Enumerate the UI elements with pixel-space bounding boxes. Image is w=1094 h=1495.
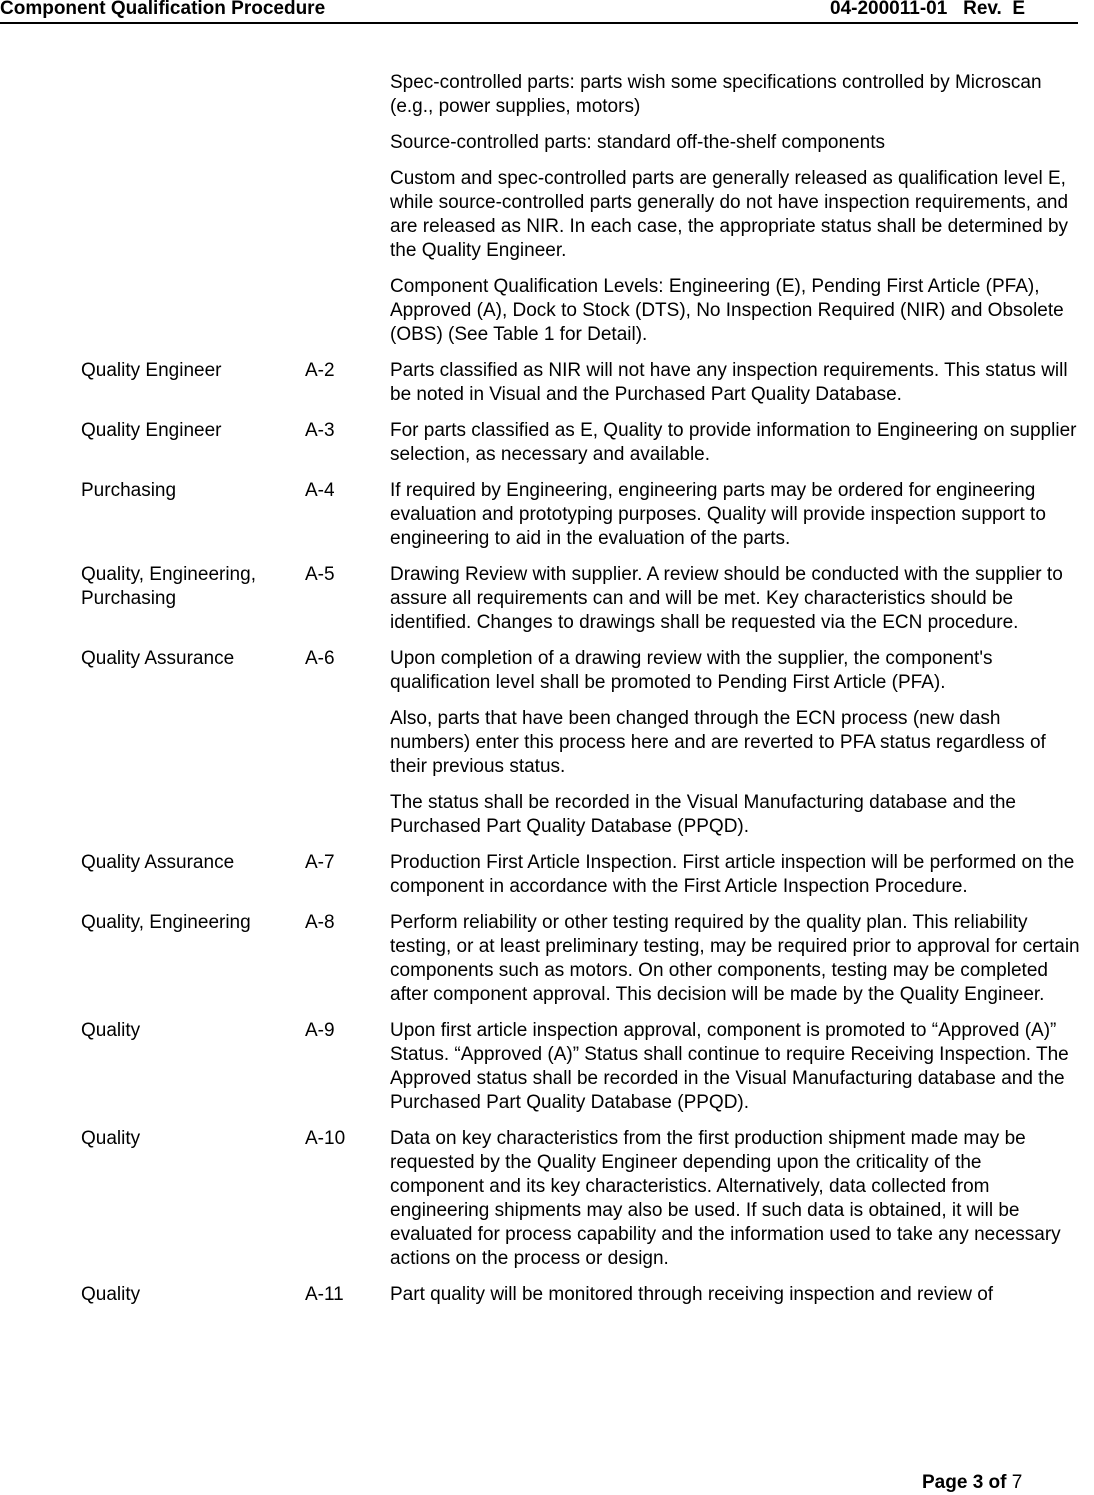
step-number-cell: A-4 (305, 480, 335, 501)
responsibility-cell: Quality Assurance (81, 852, 235, 873)
description-paragraph: Perform reliability or other testing required by the quality plan. This reliability testing, or at least preliminary testing, may be required prior to approval for certain components such as motors. On other components, testing may be completed after component approval. This decision will be made by the Quality Engineer. (390, 912, 1080, 1005)
page-header (0, 0, 1078, 24)
responsibility-cell: Quality Assurance (81, 648, 235, 669)
procedure-row (81, 479, 1081, 551)
step-number-cell: A-10 (305, 1128, 346, 1149)
procedure-row (81, 1283, 1081, 1307)
description-cell (390, 647, 1080, 839)
description-paragraph: Upon first article inspection approval, component is promoted to “Approved (A)” Status. “Approved (A)” Status shall continue to require Receiving Inspection. The Approved status shall be recorded in the Visual Manufacturing database and the Purchased Part Quality Database (PPQD). (390, 1020, 1069, 1113)
description-paragraph: Also, parts that have been changed through the ECN process (new dash numbers) enter this process here and are reverted to PFA status regardless of their previous status. (390, 708, 1046, 777)
description-cell (390, 911, 1080, 1007)
description-paragraph: Part quality will be monitored through receiving inspection and review of (390, 1284, 994, 1305)
description-cell (390, 1127, 1080, 1271)
description-cell (390, 419, 1080, 467)
description-paragraph: Component Qualification Levels: Engineering (E), Pending First Article (PFA), Approved (A), Dock to Stock (DTS), No Inspection Required (NIR) and Obsolete (OBS) (See Table 1 for Detail). (390, 276, 1064, 345)
procedure-row (81, 419, 1081, 467)
description-cell (390, 359, 1080, 407)
description-paragraph: Spec-controlled parts: parts wish some specifications controlled by Microscan (e.g., power supplies, motors) (390, 72, 1042, 117)
procedure-row (81, 1019, 1081, 1115)
responsibility-cell: Quality (81, 1128, 141, 1149)
page-label: Page 3 of (922, 1472, 1007, 1493)
responsibility-cell: Quality, Engineering, Purchasing (81, 564, 256, 609)
description-cell (390, 1019, 1080, 1115)
description-cell (390, 851, 1080, 899)
step-number-cell: A-2 (305, 360, 335, 381)
description-cell (390, 479, 1080, 551)
description-paragraph: If required by Engineering, engineering parts may be ordered for engineering evaluation and prototyping purposes. Quality will provide inspection support to engineering to aid in the evaluation of the parts. (390, 480, 1046, 549)
responsibility-cell: Quality, Engineering (81, 912, 251, 933)
description-paragraph: Upon completion of a drawing review with the supplier, the component's qualification level shall be promoted to Pending First Article (PFA). (390, 648, 993, 693)
description-cell (390, 1283, 1080, 1307)
page-total: 7 (1011, 1472, 1023, 1493)
responsibility-cell: Quality (81, 1284, 141, 1305)
description-paragraph: Source-controlled parts: standard off-the-shelf components (390, 132, 885, 153)
document-number: 04-200011-01 Rev. E (830, 0, 1026, 19)
procedure-table (81, 71, 1081, 1319)
description-paragraph: For parts classified as E, Quality to provide information to Engineering on supplier selection, as necessary and available. (390, 420, 1077, 465)
description-paragraph: Custom and spec-controlled parts are generally released as qualification level E, while source-controlled parts generally do not have inspection requirements, and are released as NIR. In each case, the appropriate status shall be determined by the Quality Engineer. (390, 168, 1069, 261)
document-title: Component Qualification Procedure (0, 0, 326, 19)
procedure-row (81, 71, 1081, 347)
procedure-row (81, 911, 1081, 1007)
step-number-cell: A-5 (305, 564, 335, 585)
procedure-row (81, 1127, 1081, 1271)
description-paragraph: Parts classified as NIR will not have any inspection requirements. This status will be noted in Visual and the Purchased Part Quality Database. (390, 360, 1068, 405)
description-paragraph: Data on key characteristics from the first production shipment made may be requested by the Quality Engineer depending upon the criticality of the component and its key characteristics. Alternatively, data collected from engineering shipments may also be used. If such data is obtained, it will be evaluated for process capability and the information used to take any necessary actions on the process or design. (390, 1128, 1061, 1269)
description-paragraph: The status shall be recorded in the Visual Manufacturing database and the Purchased Part Quality Database (PPQD). (390, 792, 1016, 837)
step-number-cell: A-3 (305, 420, 335, 441)
procedure-row (81, 851, 1081, 899)
procedure-row (81, 563, 1081, 635)
procedure-row (81, 359, 1081, 407)
description-paragraph: Drawing Review with supplier. A review should be conducted with the supplier to assure all requirements can and will be met. Key characteristics should be identified. Changes to drawings shall be requested via the ECN procedure. (390, 564, 1063, 633)
step-number-cell: A-11 (305, 1284, 344, 1305)
step-number-cell: A-9 (305, 1020, 335, 1041)
step-number-cell: A-8 (305, 912, 335, 933)
step-number-cell (305, 71, 390, 347)
page-footer (922, 1472, 1022, 1494)
responsibility-cell: Quality (81, 1020, 141, 1041)
step-number-cell: A-7 (305, 852, 335, 873)
description-cell (390, 563, 1080, 635)
responsibility-cell: Purchasing (81, 480, 177, 501)
procedure-row (81, 647, 1081, 839)
description-cell (390, 71, 1080, 347)
step-number-cell: A-6 (305, 648, 335, 669)
description-paragraph: Production First Article Inspection. First article inspection will be performed on the component in accordance with the First Article Inspection Procedure. (390, 852, 1075, 897)
responsibility-cell: Quality Engineer (81, 360, 222, 381)
responsibility-cell (81, 71, 305, 347)
responsibility-cell: Quality Engineer (81, 420, 222, 441)
